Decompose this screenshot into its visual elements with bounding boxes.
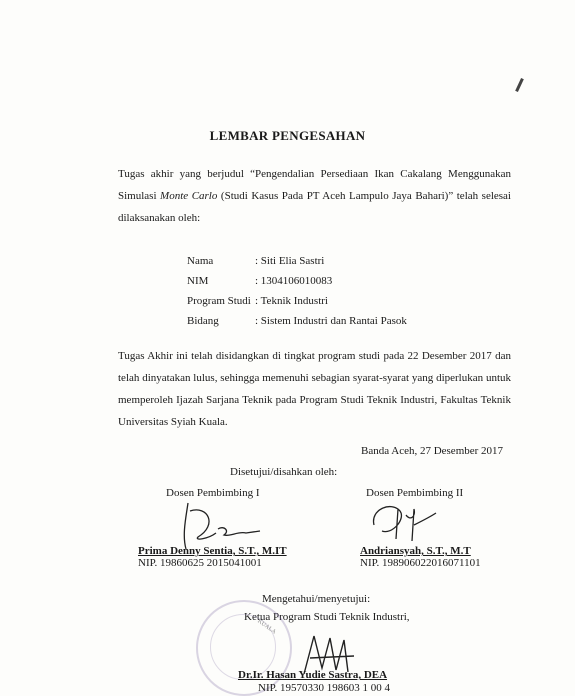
- field-row-nim: [187, 271, 407, 291]
- field-row-field: [187, 311, 407, 331]
- advisor2-signature: [362, 495, 452, 550]
- approved-by: Disetujui/disahkan oleh:: [230, 466, 338, 478]
- intro-text-2: (Studi Kasus Pada PT Aceh Lampulo Jaya Bahari)” telah selesai dilaksanakan oleh:: [118, 190, 511, 224]
- head-name: Dr.Ir. Hasan Yudie Sastra, DEA: [238, 669, 388, 681]
- advisor1-role: Dosen Pembimbing I: [166, 487, 260, 499]
- intro-paragraph: [118, 163, 511, 229]
- student-fields: [187, 251, 407, 331]
- field-value: : Teknik Industri: [255, 295, 328, 307]
- head-role: Ketua Program Studi Teknik Industri,: [244, 611, 410, 623]
- place-date: Banda Aceh, 27 Desember 2017: [361, 445, 504, 457]
- intro-italic: Monte Carlo: [160, 190, 218, 202]
- field-value: : Sistem Industri dan Rantai Pasok: [255, 315, 407, 327]
- advisor1-nip: NIP. 19860625 2015041001: [138, 557, 262, 569]
- field-row-program: [187, 291, 407, 311]
- field-value: : 1304106010083: [255, 275, 333, 287]
- stamp-text: KUALA: [256, 618, 277, 636]
- field-label: Bidang: [187, 315, 219, 327]
- advisor2-name: Andriansyah, S.T., M.T: [360, 545, 471, 557]
- field-label: NIM: [187, 275, 209, 287]
- field-label: Program Studi: [187, 295, 251, 307]
- head-nip: NIP. 19570330 198603 1 00 4: [258, 682, 391, 694]
- advisor1-name: Prima Denny Sentia, S.T., M.IT: [138, 545, 287, 557]
- page-title: LEMBAR PENGESAHAN: [209, 128, 366, 143]
- field-value: : Siti Elia Sastri: [255, 255, 325, 267]
- known-label: Mengetahui/menyetujui:: [262, 593, 371, 605]
- field-label: Nama: [187, 255, 214, 267]
- advisor2-role: Dosen Pembimbing II: [366, 487, 464, 499]
- advisor2-nip: NIP. 198906022016071101: [360, 557, 481, 569]
- defense-paragraph: Tugas Akhir ini telah disidangkan di tingkat program studi pada 22 Desember 2017 dan telah dinyatakan lulus, sehingga memenuhi sebagian syarat-syarat yang diperlukan untuk memperoleh Ijazah Sarjana Teknik pada Program Studi Teknik Industri, Fakultas Teknik Universitas Syiah Kuala.: [118, 350, 511, 428]
- intro-text-1: Tugas akhir yang berjudul “Pengendalian Persediaan Ikan Cakalang Menggunakan Simulasi: [118, 168, 511, 202]
- pen-mark: [515, 78, 524, 92]
- field-row-name: [187, 251, 407, 271]
